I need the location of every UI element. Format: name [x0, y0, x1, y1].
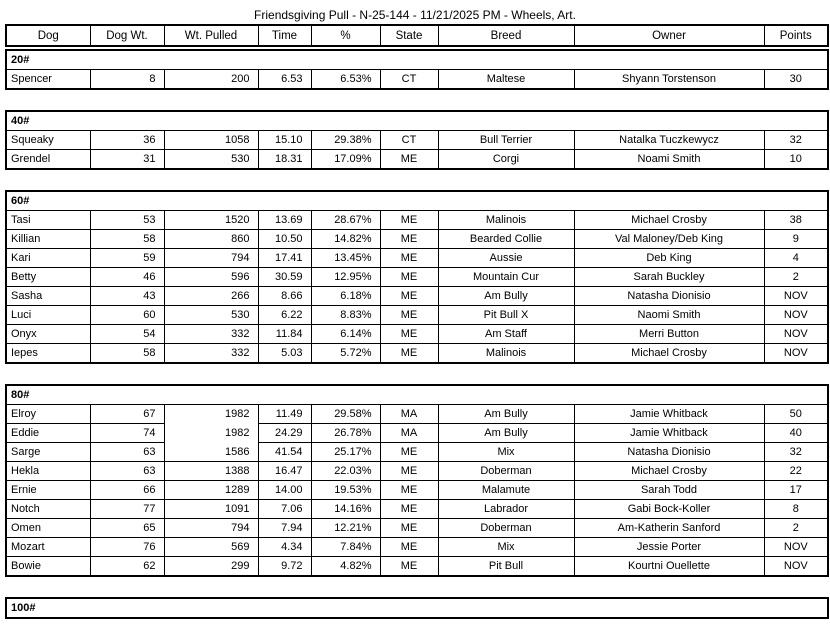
cell-dog: Spencer: [6, 70, 90, 90]
table-row: [6, 70, 828, 90]
cell-owner: Shyann Torstenson: [574, 70, 764, 90]
cell-state: ME: [380, 306, 438, 325]
section-60: [5, 190, 829, 364]
cell-dog: Bowie: [6, 557, 90, 577]
cell-pct: 12.21%: [311, 519, 380, 538]
cell-dog: Squeaky: [6, 131, 90, 150]
section-label: 20#: [6, 50, 828, 70]
sections-container: [5, 49, 827, 619]
section-header-row: [6, 598, 828, 618]
cell-pct: 29.38%: [311, 131, 380, 150]
table-row: [6, 500, 828, 519]
cell-dog: Eddie: [6, 424, 90, 443]
cell-state: ME: [380, 462, 438, 481]
cell-dog-wt: 53: [90, 211, 164, 230]
cell-time: 6.53: [258, 70, 311, 90]
section-100: [5, 597, 829, 619]
header-cell-state: State: [380, 25, 438, 46]
cell-dog-wt: 77: [90, 500, 164, 519]
cell-state: CT: [380, 70, 438, 90]
cell-dog-wt: 63: [90, 443, 164, 462]
cell-wt-pulled: 1982: [164, 424, 258, 443]
cell-breed: Corgi: [438, 150, 574, 170]
cell-dog: Iepes: [6, 344, 90, 364]
section-20: [5, 49, 829, 90]
cell-breed: Aussie: [438, 249, 574, 268]
cell-breed: Mountain Cur: [438, 268, 574, 287]
cell-pct: 13.45%: [311, 249, 380, 268]
section-header-row: [6, 50, 828, 70]
cell-owner: Deb King: [574, 249, 764, 268]
cell-points: 17: [764, 481, 828, 500]
cell-points: NOV: [764, 538, 828, 557]
cell-wt-pulled: 1289: [164, 481, 258, 500]
cell-dog: Notch: [6, 500, 90, 519]
cell-owner: Jamie Whitback: [574, 405, 764, 424]
table-row: [6, 344, 828, 364]
cell-dog-wt: 43: [90, 287, 164, 306]
cell-breed: Bearded Collie: [438, 230, 574, 249]
cell-pct: 14.16%: [311, 500, 380, 519]
cell-dog-wt: 31: [90, 150, 164, 170]
cell-dog-wt: 65: [90, 519, 164, 538]
cell-owner: Michael Crosby: [574, 462, 764, 481]
cell-points: 2: [764, 268, 828, 287]
header-cell-points: Points: [764, 25, 828, 46]
cell-points: 32: [764, 443, 828, 462]
cell-pct: 6.14%: [311, 325, 380, 344]
section-label: 100#: [6, 598, 828, 618]
table-row: [6, 481, 828, 500]
cell-owner: Kourtni Ouellette: [574, 557, 764, 577]
cell-dog: Mozart: [6, 538, 90, 557]
cell-time: 18.31: [258, 150, 311, 170]
cell-wt-pulled: 860: [164, 230, 258, 249]
section-label: 40#: [6, 111, 828, 131]
table-row: [6, 462, 828, 481]
cell-points: 40: [764, 424, 828, 443]
cell-dog: Grendel: [6, 150, 90, 170]
table-row: [6, 538, 828, 557]
cell-wt-pulled: 569: [164, 538, 258, 557]
cell-time: 9.72: [258, 557, 311, 577]
cell-state: ME: [380, 230, 438, 249]
cell-wt-pulled: 1091: [164, 500, 258, 519]
section-header-row: [6, 191, 828, 211]
section-label: 80#: [6, 385, 828, 405]
cell-owner: Michael Crosby: [574, 344, 764, 364]
table-row: [6, 211, 828, 230]
cell-wt-pulled: 1982: [164, 405, 258, 424]
cell-points: NOV: [764, 306, 828, 325]
cell-owner: Am-Katherin Sanford: [574, 519, 764, 538]
cell-points: NOV: [764, 325, 828, 344]
cell-dog-wt: 58: [90, 344, 164, 364]
cell-pct: 29.58%: [311, 405, 380, 424]
cell-wt-pulled: 200: [164, 70, 258, 90]
cell-time: 10.50: [258, 230, 311, 249]
cell-dog-wt: 46: [90, 268, 164, 287]
cell-dog: Hekla: [6, 462, 90, 481]
cell-breed: Doberman: [438, 519, 574, 538]
cell-pct: 14.82%: [311, 230, 380, 249]
cell-points: NOV: [764, 557, 828, 577]
cell-owner: Natasha Dionisio: [574, 287, 764, 306]
section-header-row: [6, 111, 828, 131]
cell-pct: 8.83%: [311, 306, 380, 325]
cell-wt-pulled: 332: [164, 325, 258, 344]
cell-dog: Killian: [6, 230, 90, 249]
cell-state: MA: [380, 424, 438, 443]
cell-breed: Malamute: [438, 481, 574, 500]
cell-time: 6.22: [258, 306, 311, 325]
cell-points: NOV: [764, 287, 828, 306]
header-cell-dog-wt: Dog Wt.: [90, 25, 164, 46]
table-row: [6, 519, 828, 538]
cell-owner: Merri Button: [574, 325, 764, 344]
cell-dog: Sasha: [6, 287, 90, 306]
cell-dog-wt: 58: [90, 230, 164, 249]
cell-owner: Natalka Tuczkewycz: [574, 131, 764, 150]
cell-points: 38: [764, 211, 828, 230]
table-row: [6, 131, 828, 150]
cell-breed: Mix: [438, 443, 574, 462]
cell-pct: 28.67%: [311, 211, 380, 230]
cell-dog: Luci: [6, 306, 90, 325]
cell-dog: Tasi: [6, 211, 90, 230]
cell-dog: Onyx: [6, 325, 90, 344]
header-cell-breed: Breed: [438, 25, 574, 46]
header-cell-pct: %: [311, 25, 380, 46]
table-row: [6, 443, 828, 462]
section-header-row: [6, 385, 828, 405]
cell-dog: Omen: [6, 519, 90, 538]
cell-breed: Am Staff: [438, 325, 574, 344]
table-row: [6, 557, 828, 577]
cell-wt-pulled: 266: [164, 287, 258, 306]
cell-breed: Mix: [438, 538, 574, 557]
cell-points: 2: [764, 519, 828, 538]
cell-wt-pulled: 299: [164, 557, 258, 577]
cell-time: 16.47: [258, 462, 311, 481]
cell-breed: Malinois: [438, 211, 574, 230]
cell-dog-wt: 62: [90, 557, 164, 577]
cell-dog-wt: 8: [90, 70, 164, 90]
cell-owner: Jamie Whitback: [574, 424, 764, 443]
table-row: [6, 287, 828, 306]
table-row: [6, 268, 828, 287]
cell-points: 10: [764, 150, 828, 170]
cell-dog-wt: 74: [90, 424, 164, 443]
cell-state: ME: [380, 344, 438, 364]
cell-points: 30: [764, 70, 828, 90]
table-row: [6, 405, 828, 424]
cell-state: MA: [380, 405, 438, 424]
cell-state: ME: [380, 150, 438, 170]
cell-breed: Doberman: [438, 462, 574, 481]
cell-pct: 22.03%: [311, 462, 380, 481]
cell-breed: Bull Terrier: [438, 131, 574, 150]
column-header-row: [6, 25, 828, 46]
cell-time: 4.34: [258, 538, 311, 557]
cell-pct: 26.78%: [311, 424, 380, 443]
cell-owner: Michael Crosby: [574, 211, 764, 230]
cell-wt-pulled: 1388: [164, 462, 258, 481]
cell-wt-pulled: 1520: [164, 211, 258, 230]
cell-state: ME: [380, 268, 438, 287]
cell-owner: Noami Smith: [574, 150, 764, 170]
cell-dog-wt: 76: [90, 538, 164, 557]
cell-pct: 25.17%: [311, 443, 380, 462]
cell-pct: 19.53%: [311, 481, 380, 500]
table-row: [6, 306, 828, 325]
cell-wt-pulled: 1058: [164, 131, 258, 150]
table-row: [6, 424, 828, 443]
cell-breed: Labrador: [438, 500, 574, 519]
cell-time: 30.59: [258, 268, 311, 287]
cell-pct: 12.95%: [311, 268, 380, 287]
cell-wt-pulled: 332: [164, 344, 258, 364]
cell-points: 4: [764, 249, 828, 268]
cell-breed: Am Bully: [438, 287, 574, 306]
cell-points: 32: [764, 131, 828, 150]
cell-time: 7.94: [258, 519, 311, 538]
results-document: [5, 24, 827, 619]
cell-points: 8: [764, 500, 828, 519]
cell-wt-pulled: 794: [164, 249, 258, 268]
cell-state: ME: [380, 443, 438, 462]
cell-wt-pulled: 794: [164, 519, 258, 538]
cell-breed: Maltese: [438, 70, 574, 90]
cell-time: 17.41: [258, 249, 311, 268]
section-label: 60#: [6, 191, 828, 211]
cell-state: ME: [380, 481, 438, 500]
cell-breed: Am Bully: [438, 405, 574, 424]
cell-time: 11.49: [258, 405, 311, 424]
cell-wt-pulled: 596: [164, 268, 258, 287]
cell-pct: 7.84%: [311, 538, 380, 557]
cell-points: 9: [764, 230, 828, 249]
cell-pct: 17.09%: [311, 150, 380, 170]
cell-breed: Pit Bull X: [438, 306, 574, 325]
cell-dog: Sarge: [6, 443, 90, 462]
cell-time: 8.66: [258, 287, 311, 306]
cell-pct: 4.82%: [311, 557, 380, 577]
cell-time: 41.54: [258, 443, 311, 462]
cell-dog: Kari: [6, 249, 90, 268]
header-cell-dog: Dog: [6, 25, 90, 46]
cell-pct: 6.18%: [311, 287, 380, 306]
cell-dog-wt: 60: [90, 306, 164, 325]
cell-dog: Ernie: [6, 481, 90, 500]
cell-points: 50: [764, 405, 828, 424]
cell-breed: Malinois: [438, 344, 574, 364]
cell-state: ME: [380, 211, 438, 230]
header-cell-wt-pulled: Wt. Pulled: [164, 25, 258, 46]
cell-time: 5.03: [258, 344, 311, 364]
cell-wt-pulled: 1586: [164, 443, 258, 462]
cell-breed: Pit Bull: [438, 557, 574, 577]
cell-pct: 6.53%: [311, 70, 380, 90]
cell-time: 13.69: [258, 211, 311, 230]
cell-state: ME: [380, 557, 438, 577]
table-row: [6, 150, 828, 170]
cell-owner: Naomi Smith: [574, 306, 764, 325]
cell-pct: 5.72%: [311, 344, 380, 364]
cell-owner: Sarah Todd: [574, 481, 764, 500]
header-cell-owner: Owner: [574, 25, 764, 46]
cell-dog: Elroy: [6, 405, 90, 424]
cell-dog-wt: 66: [90, 481, 164, 500]
cell-dog: Betty: [6, 268, 90, 287]
section-80: [5, 384, 829, 577]
cell-dog-wt: 63: [90, 462, 164, 481]
cell-state: CT: [380, 131, 438, 150]
page-title: Friendsgiving Pull - N-25-144 - 11/21/2025 PM - Wheels, Art.: [254, 8, 576, 22]
cell-owner: Jessie Porter: [574, 538, 764, 557]
cell-wt-pulled: 530: [164, 306, 258, 325]
cell-points: 22: [764, 462, 828, 481]
cell-dog-wt: 54: [90, 325, 164, 344]
cell-dog-wt: 59: [90, 249, 164, 268]
cell-wt-pulled: 530: [164, 150, 258, 170]
cell-dog-wt: 36: [90, 131, 164, 150]
cell-state: ME: [380, 325, 438, 344]
cell-points: NOV: [764, 344, 828, 364]
cell-dog-wt: 67: [90, 405, 164, 424]
table-row: [6, 230, 828, 249]
cell-breed: Am Bully: [438, 424, 574, 443]
cell-owner: Sarah Buckley: [574, 268, 764, 287]
cell-owner: Natasha Dionisio: [574, 443, 764, 462]
cell-time: 15.10: [258, 131, 311, 150]
cell-owner: Val Maloney/Deb King: [574, 230, 764, 249]
cell-state: ME: [380, 287, 438, 306]
cell-time: 7.06: [258, 500, 311, 519]
section-40: [5, 110, 829, 170]
cell-state: ME: [380, 500, 438, 519]
cell-time: 14.00: [258, 481, 311, 500]
cell-time: 11.84: [258, 325, 311, 344]
cell-owner: Gabi Bock-Koller: [574, 500, 764, 519]
table-row: [6, 249, 828, 268]
header-cell-time: Time: [258, 25, 311, 46]
cell-time: 24.29: [258, 424, 311, 443]
cell-state: ME: [380, 519, 438, 538]
column-header-table: [5, 24, 829, 47]
cell-state: ME: [380, 249, 438, 268]
table-row: [6, 325, 828, 344]
cell-state: ME: [380, 538, 438, 557]
